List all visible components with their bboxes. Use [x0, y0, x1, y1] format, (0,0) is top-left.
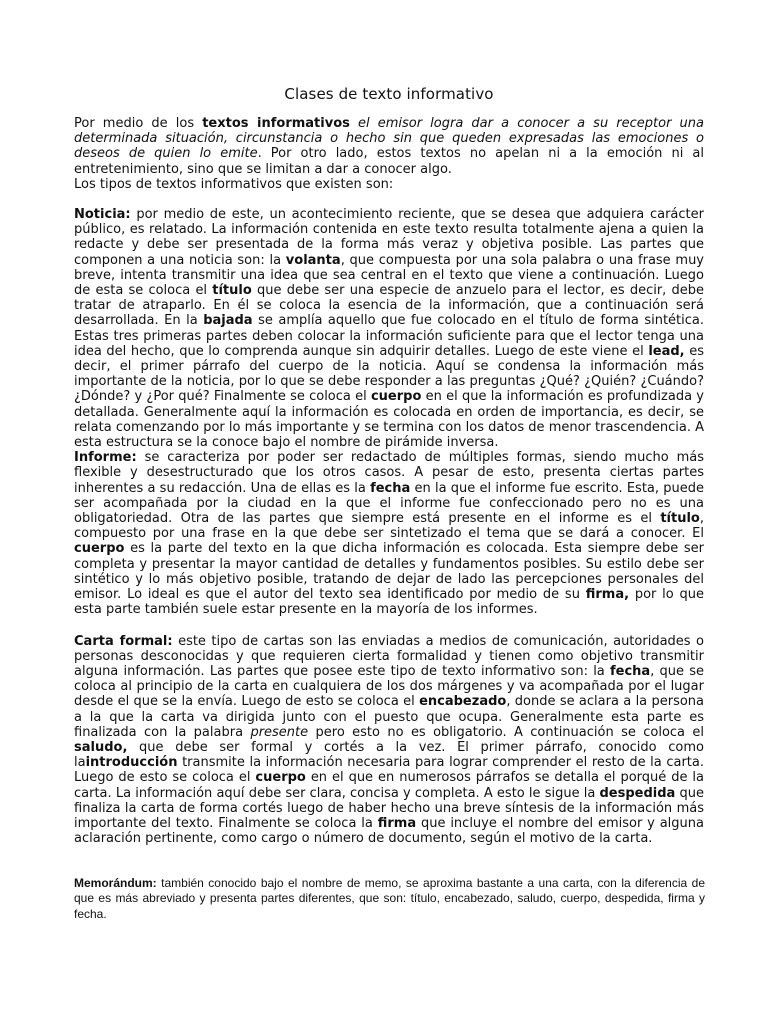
- carta-text-3: , donde se aclara a la persona a la que la carta va dirigida junto con el puesto que ocupa. Generalmente esta parte es finalizada con la palabra: [74, 694, 705, 740]
- carta-text-6: transmite la información necesaria para lograr comprender el resto de la carta. Luego de esto se coloca el: [74, 755, 704, 786]
- memo-heading: Memorándum:: [74, 876, 157, 890]
- memo-text-1: también conocido bajo el nombre de memo, se aproxima bastante a una carta, con la diferencia de que es más abreviado y presenta partes diferentes, que son: título, encabezado, saludo, cuerpo, despedida, firma y fecha.: [74, 876, 705, 921]
- noticia-bold-titulo: título: [212, 283, 252, 299]
- informe-text-4: es la parte del texto en la que dicha información es colocada. Esta siempre debe ser completa y presentar la mayor cantidad de detalles y fundamentos posibles. Su estilo debe ser sintético y lo más objetivo posible, tratando de dejar de lado las percepciones personales del emisor. Lo ideal es que el autor del texto sea identificado por medio de su: [74, 541, 704, 603]
- noticia-bold-bajada: bajada: [203, 313, 253, 329]
- carta-bold-encabezado: encabezado: [419, 694, 507, 710]
- informe-bold-titulo: título: [660, 511, 700, 527]
- document-body: [74, 116, 704, 846]
- informe-text-1: se caracteriza por poder ser redactado de múltiples formas, siendo mucho más flexible y desestructurado que los otros casos. A pesar de esto, presenta ciertas partes inherentes a su redacción. Una de ellas es la: [74, 450, 704, 496]
- informe-text-3: , compuesto por una frase en la que debe ser sintetizado el tema que se dará a conocer. El: [74, 511, 704, 542]
- carta-text-9: que incluye el nombre del emisor y alguna aclaración pertinente, como cargo o número de documento, según el motivo de la carta.: [74, 815, 704, 847]
- noticia-text-1: por medio de este, un acontecimiento reciente, que se desea que adquiera carácter público, es relatado. La información contenida en este texto resulta totalmente ajena a quien la redacte y debe ser presentada de la forma más veraz y objetiva posible. Las partes que componen a una noticia son: la: [74, 207, 704, 268]
- intro-text-1: Por medio de los: [74, 116, 203, 131]
- carta-bold-firma: firma: [377, 815, 417, 831]
- carta-text-5: que debe ser formal y cortés a la vez. El primer párrafo, conocido como la: [74, 739, 704, 771]
- informe-text-2: en la que el informe fue escrito. Esta, puede ser acompañada por la ciudad en la que el informe fue confeccionado pero no es una obligatoriedad. Otra de las partes que siempre está presente en el informe es el: [74, 480, 704, 527]
- informe-text-5: por lo que esta parte también suele estar presente en la mayoría de los informes.: [74, 587, 704, 618]
- intro-text-2: . Por otro lado, estos textos no apelan ni a la emoción ni al entretenimiento, sino que se limitan a dar a conocer algo.: [74, 146, 704, 177]
- carta-paragraph: [74, 634, 704, 847]
- intro-bold-textos-informativos: textos informativos: [202, 116, 350, 131]
- informe-bold-cuerpo: cuerpo: [74, 541, 125, 557]
- intro-types-line: Los tipos de textos informativos que existen son:: [74, 176, 394, 192]
- carta-text-8: que finaliza la carta de forma cortés luego de haber hecho una breve síntesis de la información más importante del texto. Finalmente se coloca la: [74, 785, 704, 831]
- noticia-paragraph: [74, 207, 704, 450]
- informe-paragraph: [74, 450, 704, 617]
- informe-bold-firma: firma,: [585, 587, 630, 603]
- carta-text-1: este tipo de cartas son las enviadas a medios de comunicación, autoridades o personas desconocidas y que requieren cierta formalidad y tienen como objetivo transmitir alguna información. Las partes que posee este tipo de texto informativo son: la: [74, 633, 704, 679]
- carta-heading: Carta formal:: [74, 633, 173, 649]
- carta-text-4: pero esto no es obligatorio. A continuación se coloca el: [308, 724, 705, 740]
- noticia-bold-volanta: volanta: [285, 252, 341, 268]
- carta-bold-saludo: saludo,: [74, 739, 128, 755]
- noticia-text-6: en el que la información es profundizada y detallada. Generalmente aquí la información es colocada en orden de importancia, es decir, se relata comenzando por lo más importante y se termina con los datos de menor trascendencia. A esta estructura se la conoce bajo el nombre de pirámide inversa.: [74, 389, 704, 451]
- noticia-heading: Noticia:: [74, 207, 131, 223]
- memorandum-paragraph: [74, 876, 705, 922]
- carta-text-7: en el que en numerosos párrafos se detalla el porqué de la carta. La información aquí debe ser clara, concisa y completa. A esto le sigue la: [74, 770, 704, 801]
- carta-bold-introduccion: introducción: [85, 755, 178, 771]
- intro-paragraph: [74, 116, 704, 177]
- noticia-text-5: es decir, el primer párrafo del cuerpo de la noticia. Aquí se condensa la información más importante de la noticia, por lo que se debe responder a las preguntas ¿Qué? ¿Quién? ¿Cuándo? ¿Dónde? y ¿Por qué? Finalmente se coloca el: [74, 343, 704, 405]
- noticia-text-2: , que compuesta por una sola palabra o una frase muy breve, intenta transmitir una idea que sea central en el texto que viene a continuación. Luego de esta se coloca el: [74, 252, 705, 299]
- carta-bold-cuerpo: cuerpo: [255, 770, 306, 786]
- noticia-text-3: que debe ser una especie de anzuelo para el lector, es decir, debe tratar de atraparlo. En él se coloca la esencia de la información, que a continuación será desarrollada. En la: [74, 283, 705, 329]
- document-title: Clases de texto informativo: [284, 85, 494, 103]
- carta-bold-despedida: despedida: [599, 785, 676, 801]
- carta-bold-fecha: fecha: [609, 663, 651, 679]
- carta-text-2: , que se coloca al principio de la carta en cualquiera de los dos márgenes y va acompañada por el lugar desde el que se la envía. Luego de esto se coloca el: [74, 663, 704, 710]
- carta-italic-presente: presente: [250, 724, 309, 740]
- informe-heading: Informe:: [74, 450, 137, 466]
- intro-italic-text: el emisor logra dar a conocer a su receptor una determinada situación, circunstancia o hecho sin que queden expresadas las emociones o deseos de quien lo emite: [74, 116, 704, 162]
- noticia-bold-lead: lead,: [648, 343, 685, 359]
- informe-bold-fecha: fecha: [370, 480, 411, 496]
- noticia-text-4: se amplía aquello que fue colocado en el título de forma sintética. Estas tres primeras partes deben colocar la información suficiente para que el lector tenga una idea del hecho, que lo comprenda aunque sin adquirir detalles. Luego de este viene el: [74, 313, 704, 359]
- noticia-bold-cuerpo: cuerpo: [370, 389, 422, 405]
